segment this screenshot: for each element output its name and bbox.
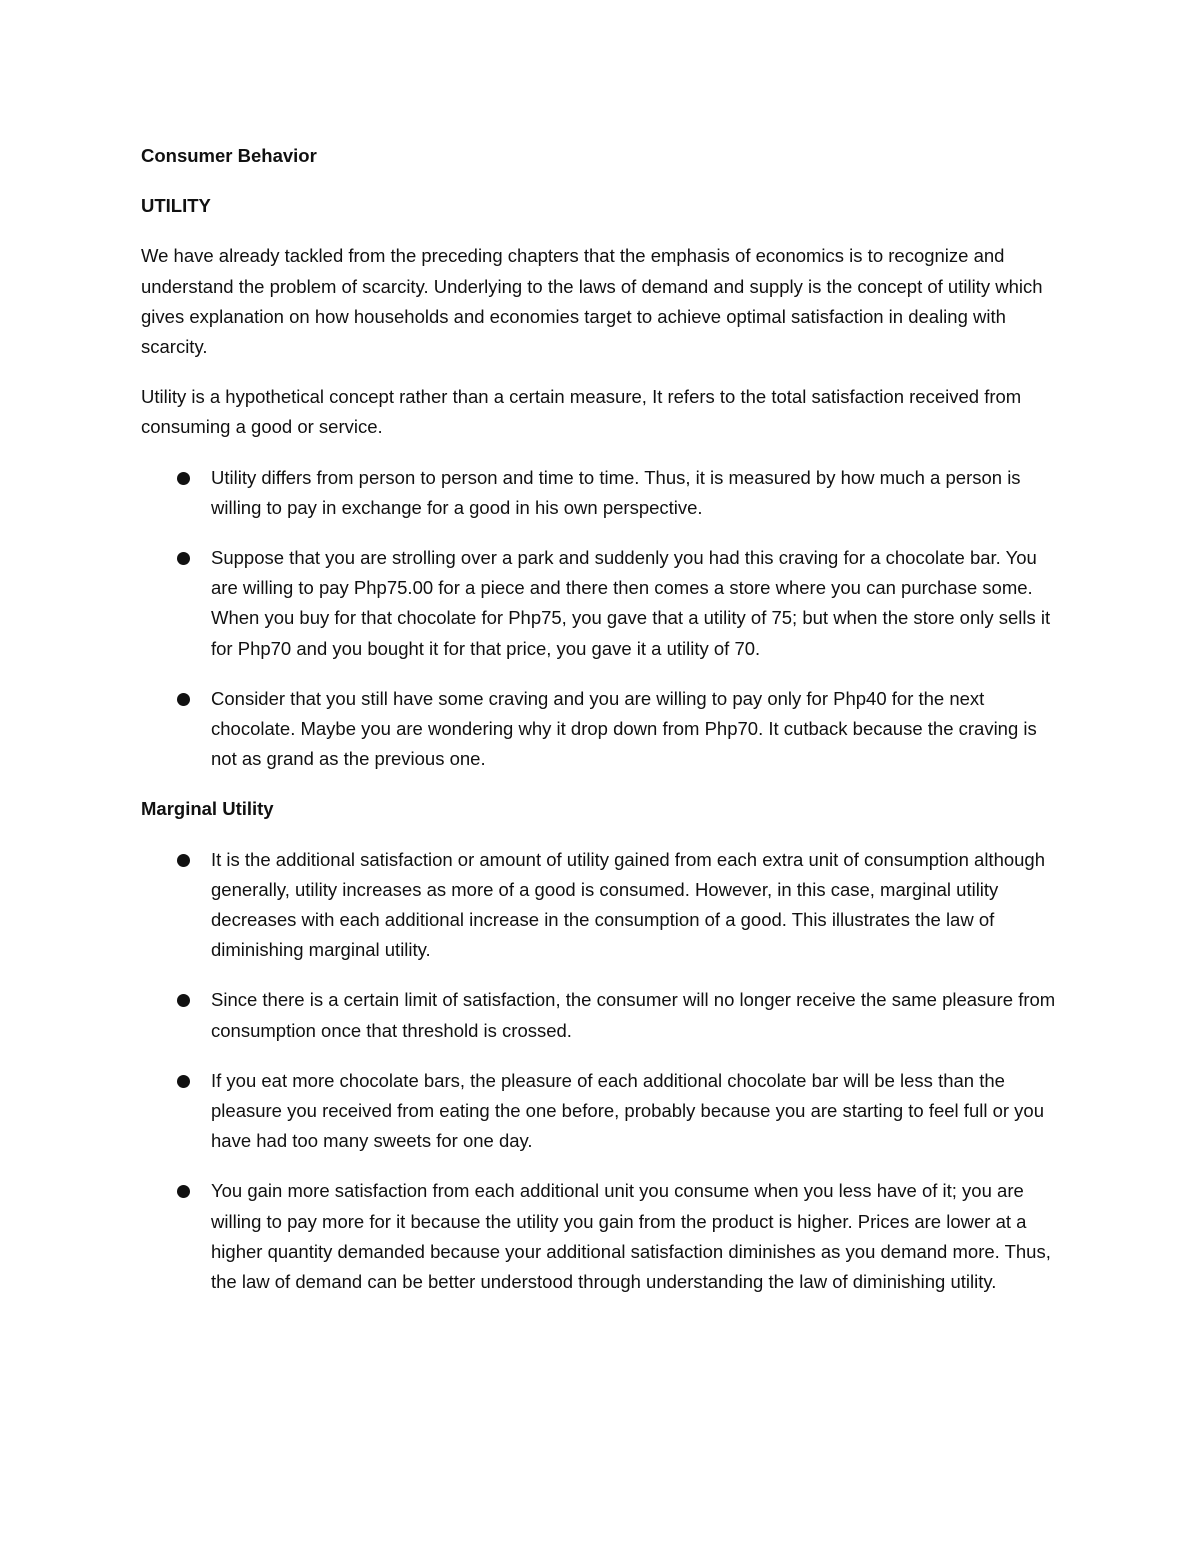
bullet-icon: [177, 552, 190, 565]
section-heading-marginal-utility: Marginal Utility: [141, 798, 274, 820]
marginal-utility-bullet-list: [141, 845, 1056, 1298]
bullet-item: [141, 684, 1056, 775]
bullet-text: Suppose that you are strolling over a park and suddenly you had this craving for a chocolate bar. You are willing to pay Php75.00 for a piece and there then comes a store where you can purchase some. When you buy for that chocolate for Php75, you gave that a utility of 75; but when the store only sells it for Php70 and you bought it for that price, you gave it a utility of 70.: [211, 547, 1051, 659]
utility-bullet-list: [141, 463, 1056, 775]
paragraph: We have already tackled from the preceding chapters that the emphasis of economics is to recognize and understand the problem of scarcity. Underlying to the laws of demand and supply is the concept of utility which gives explanation on how households and economies target to achieve optimal satisfaction in dealing with scarcity.: [141, 245, 1043, 358]
bullet-icon: [177, 472, 190, 485]
bullet-icon: [177, 854, 190, 867]
bullet-icon: [177, 994, 190, 1007]
section-heading-utility: UTILITY: [141, 195, 211, 217]
document-content: [141, 141, 1056, 1317]
bullet-item: [141, 1066, 1056, 1157]
bullet-item: [141, 463, 1056, 523]
document-title: Consumer Behavior: [141, 145, 317, 166]
bullet-icon: [177, 1075, 190, 1088]
bullet-item: [141, 1176, 1056, 1297]
bullet-item: [141, 845, 1056, 966]
bullet-text: You gain more satisfaction from each additional unit you consume when you less have of it; you are willing to pay more for it because the utility you gain from the product is higher. Prices are lower at a higher quantity demanded because your additional satisfaction diminishes as you demand more. Thus, the law of demand can be better understood through understanding the law of diminishing utility.: [211, 1180, 1051, 1293]
bullet-icon: [177, 1185, 190, 1198]
bullet-item: [141, 985, 1056, 1045]
bullet-text: Since there is a certain limit of satisfaction, the consumer will no longer receive the same pleasure from consumption once that threshold is crossed.: [211, 989, 1056, 1041]
bullet-icon: [177, 693, 190, 706]
bullet-item: [141, 543, 1056, 664]
bullet-text: If you eat more chocolate bars, the pleasure of each additional chocolate bar will be less than the pleasure you received from eating the one before, probably because you are starting to feel full or you have had too many sweets for one day.: [211, 1069, 1045, 1152]
bullet-text: Utility differs from person to person and time to time. Thus, it is measured by how much a person is willing to pay in exchange for a good in his own perspective.: [211, 466, 1021, 518]
bullet-text: It is the additional satisfaction or amount of utility gained from each extra unit of consumption although generally, utility increases as more of a good is consumed. However, in this case, marginal utility decreases with each additional increase in the consumption of a good. This illustrates the law of diminishing marginal utility.: [211, 848, 1046, 961]
paragraph: Utility is a hypothetical concept rather than a certain measure, It refers to the total satisfaction received from consuming a good or service.: [141, 386, 1022, 438]
bullet-text: Consider that you still have some craving and you are willing to pay only for Php40 for the next chocolate. Maybe you are wondering why it drop down from Php70. It cutback because the craving is not as grand as the previous one.: [211, 687, 1037, 770]
